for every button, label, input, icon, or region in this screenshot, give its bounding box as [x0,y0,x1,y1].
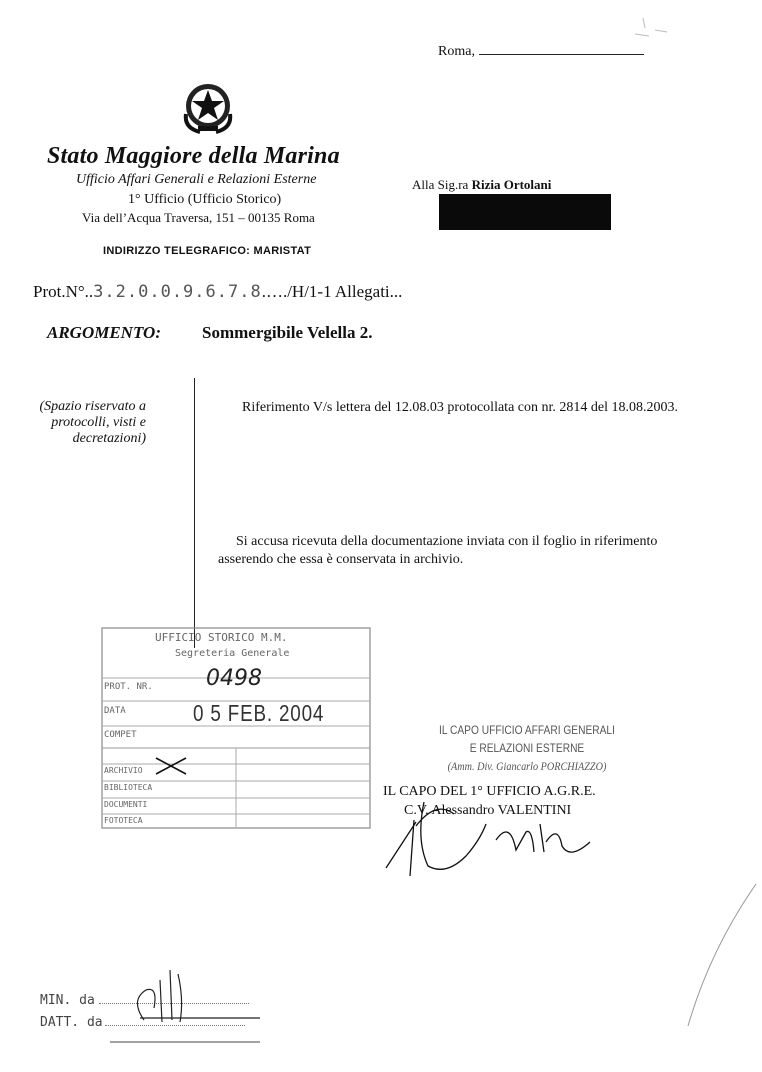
protocol-line [33,282,402,302]
stamp-date-label: DATA [104,706,126,716]
margin-divider [194,378,195,648]
margin-mark [680,880,760,1030]
office-name: 1° Ufficio (Ufficio Storico) [128,192,282,207]
stamp-row-archive: ARCHIVIO [104,766,143,775]
redacted-address-block [439,194,611,230]
addressee [412,177,551,193]
addressee-name: Rizia Ortolani [471,177,552,192]
protocol-prefix: Prot.N°.. [33,282,94,301]
protocol-suffix: .…./H/1-1 Allegati... [261,282,403,301]
chief-stamp-line3: (Amm. Div. Giancarlo PORCHIAZZO) [447,759,607,773]
office-address: Via dell’Acqua Traversa, 151 – 00135 Roma [82,210,315,225]
protocol-number: 3.2.0.0.9.6.7.8 [93,282,262,302]
body-paragraph-reference [200,399,700,416]
signatory-name: C.V. Alessandro VALENTINI [404,803,572,818]
minute-signature [100,960,270,1050]
stamp-compet-label: COMPET [104,730,137,740]
department-name: Ufficio Affari Generali e Relazioni Esterne [76,172,317,187]
stamp-subheader: Segreteria Generale [175,648,290,659]
stamp-header: UFFICIO STORICO M.M. [155,631,288,644]
city-label: Roma, [438,44,475,59]
stamp-row-photo: FOTOTECA [104,816,143,825]
republic-emblem-icon [180,78,236,136]
subject-label: ARGOMENTO: [47,323,161,342]
stamp-date: 0 5 FEB. 2004 [193,700,325,726]
organization-name: Stato Maggiore della Marina [47,143,340,169]
chief-office-stamp [434,721,621,775]
reserved-space-note: (Spazio riservato a protocolli, visti e decretazioni) [39,399,146,446]
stamp-prot-label: PROT. NR. [104,682,153,692]
city-date-line [438,42,644,60]
signatory-title: IL CAPO DEL 1° UFFICIO A.G.R.E. [383,784,596,799]
stamp-row-library: BIBLIOTECA [104,783,153,792]
addressee-prefix: Alla Sig.ra [412,177,472,192]
stamp-row-documents: DOCUMENTI [104,800,148,809]
handwritten-signature [376,780,616,880]
received-stamp [100,626,372,831]
body-paragraph-receipt [218,533,658,569]
subject-value: Sommergibile Velella 2. [202,323,373,342]
datt-label: DATT. da [40,1015,103,1030]
stamp-prot-number: 0498 [206,666,262,691]
margin-scribble [615,14,675,40]
min-label: MIN. da [40,993,95,1008]
chief-stamp-line2: E RELAZIONI ESTERNE [469,741,585,755]
paragraph-2-text: Si accusa ricevuta della documentazione inviata con il foglio in riferimento asserendo che essa è conservata in archivio. [218,534,658,567]
paragraph-1-text: Riferimento V/s lettera del 12.08.03 protocollata con nr. 2814 del 18.08.2003. [242,400,678,415]
date-blank [479,42,644,55]
chief-stamp-line1: IL CAPO UFFICIO AFFARI GENERALI [439,723,615,737]
telegraph-address: INDIRIZZO TELEGRAFICO: MARISTAT [103,245,312,257]
